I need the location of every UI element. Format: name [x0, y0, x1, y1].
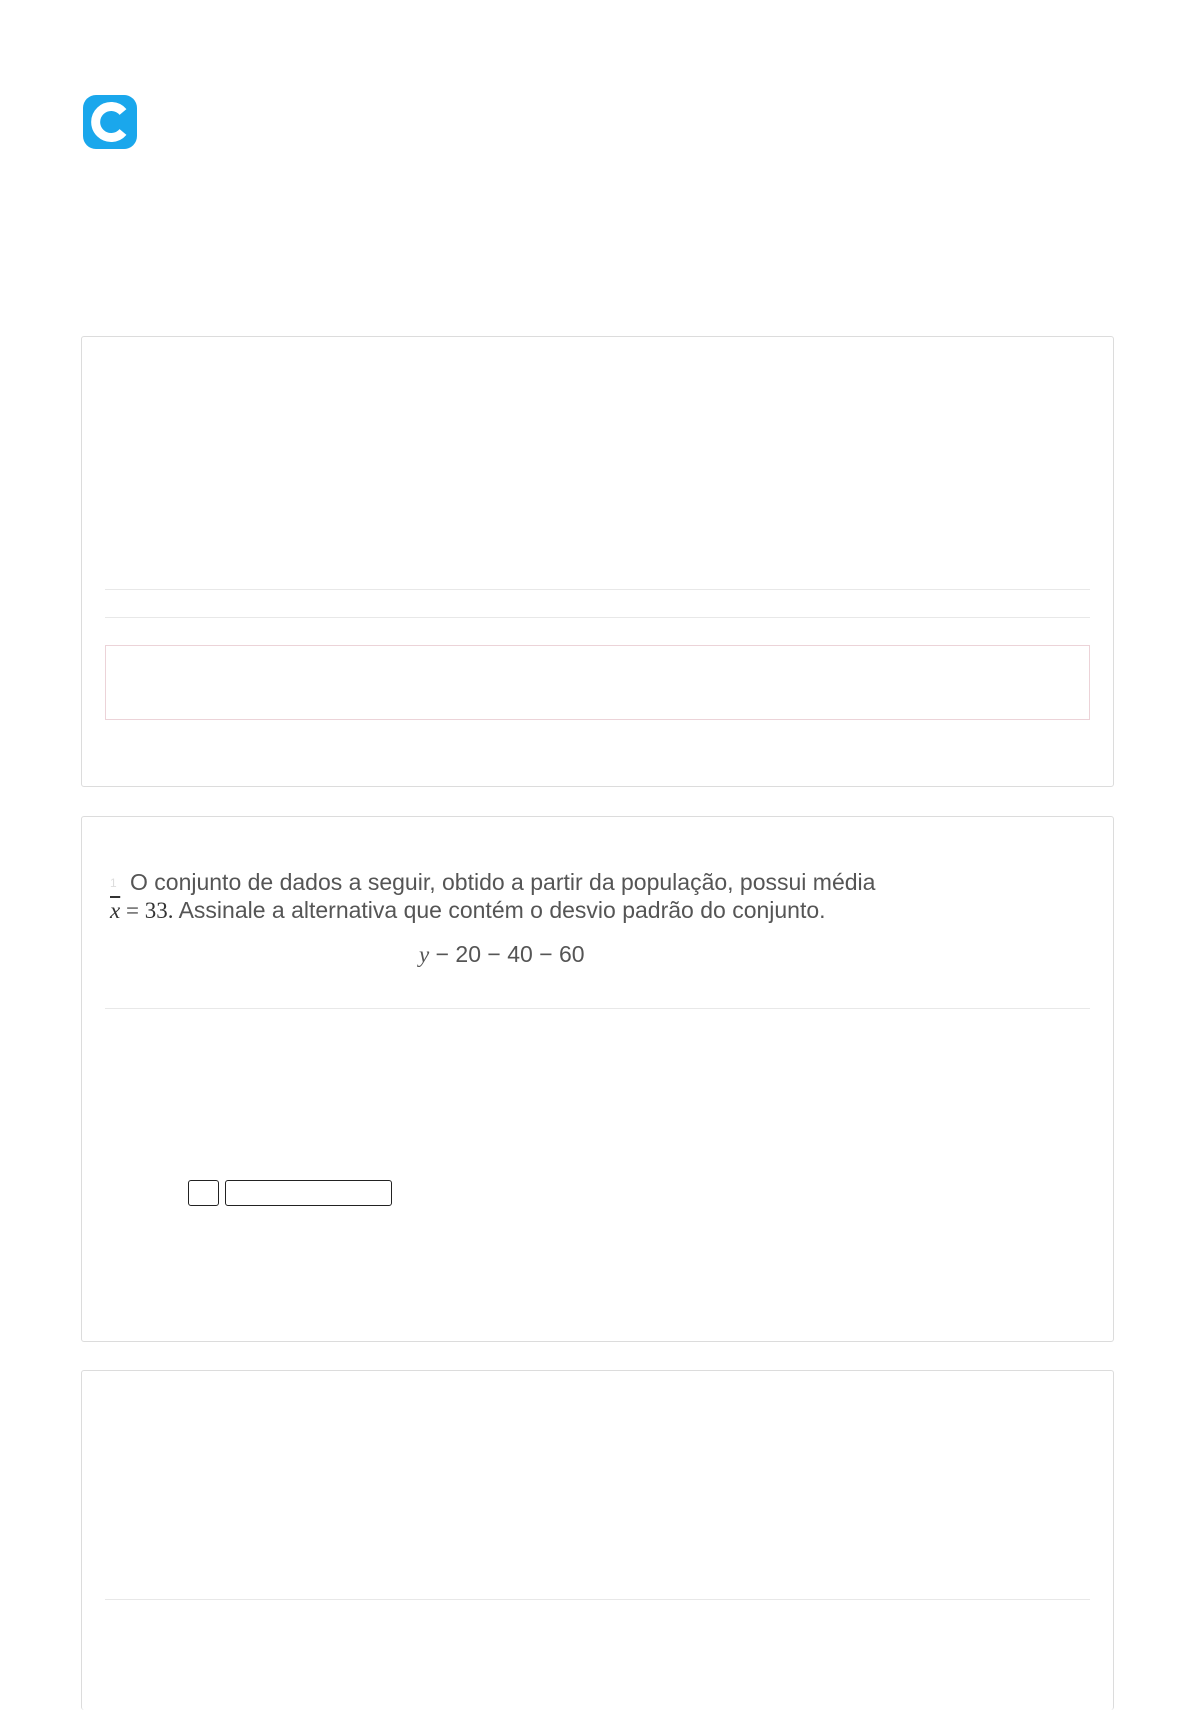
c-logo-icon — [83, 95, 137, 149]
data-values: − 20 − 40 − 60 — [429, 941, 585, 967]
mean-value: = 33. — [120, 898, 174, 924]
question-text-line1: O conjunto de dados a seguir, obtido a partir da população, possui média — [130, 869, 876, 895]
divider — [105, 589, 1090, 590]
feedback-box — [105, 645, 1090, 720]
answer-option-box[interactable] — [188, 1180, 219, 1206]
question-statement — [110, 869, 1010, 924]
question-text-line2: Assinale a alternativa que contém o desvio padrão do conjunto. — [173, 897, 826, 924]
question-number: 1 — [110, 876, 117, 891]
question-card — [81, 816, 1114, 1342]
divider — [105, 617, 1090, 618]
mean-formula — [110, 898, 173, 923]
data-set — [419, 941, 585, 968]
question-card-previous — [81, 336, 1114, 787]
divider — [105, 1599, 1090, 1600]
answer-input-field[interactable] — [225, 1180, 392, 1206]
data-variable: y — [419, 942, 430, 967]
question-card-next — [81, 1370, 1114, 1710]
mean-symbol: $\overline{x}$ — [110, 898, 121, 924]
divider — [105, 1008, 1090, 1009]
